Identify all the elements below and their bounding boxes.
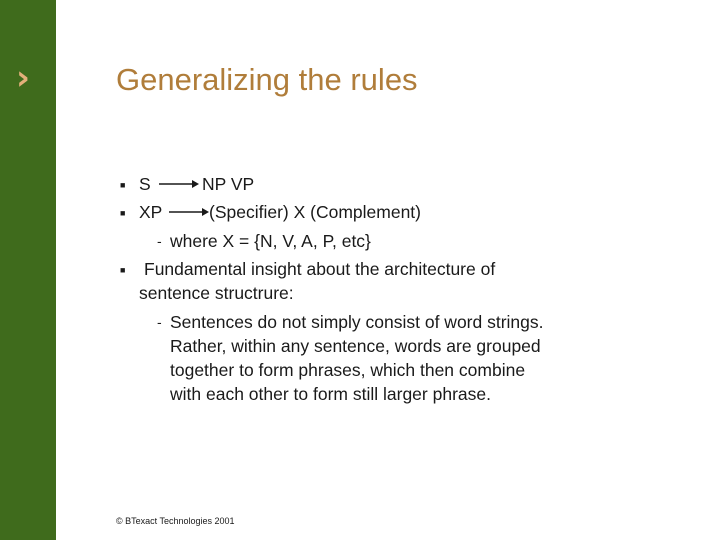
insight-line-2: sentence structrure: [139,283,294,303]
rule-2-rhs: (Specifier) X (Complement) [209,202,421,222]
arrow-right-icon [158,176,200,192]
slide-title: Generalizing the rules [116,62,418,97]
detail-line-2: Rather, within any sentence, words are grouped [170,336,541,356]
rule-1-lhs: S [139,174,151,194]
sub-where: where X = {N, V, A, P, etc} [170,231,371,251]
dash-icon: - [157,314,162,330]
footer-copyright: © BTexact Technologies 2001 [116,516,235,526]
dash-icon: - [157,233,162,249]
detail-line-1: Sentences do not simply consist of word strings. [170,312,544,332]
detail-line-3: together to form phrases, which then combine [170,360,526,380]
insight-line-1: Fundamental insight about the architecture of [144,259,496,279]
chevron-right-icon: › [16,58,31,98]
arrow-right-icon [168,204,210,220]
bullet-square-icon: ■ [120,180,126,190]
rule-2-lhs: XP [139,202,163,222]
detail-line-4: with each other to form still larger phrase. [170,384,491,404]
rule-1-rhs: NP VP [202,174,255,194]
bullet-square-icon: ■ [120,265,126,275]
bullet-square-icon: ■ [120,208,126,218]
